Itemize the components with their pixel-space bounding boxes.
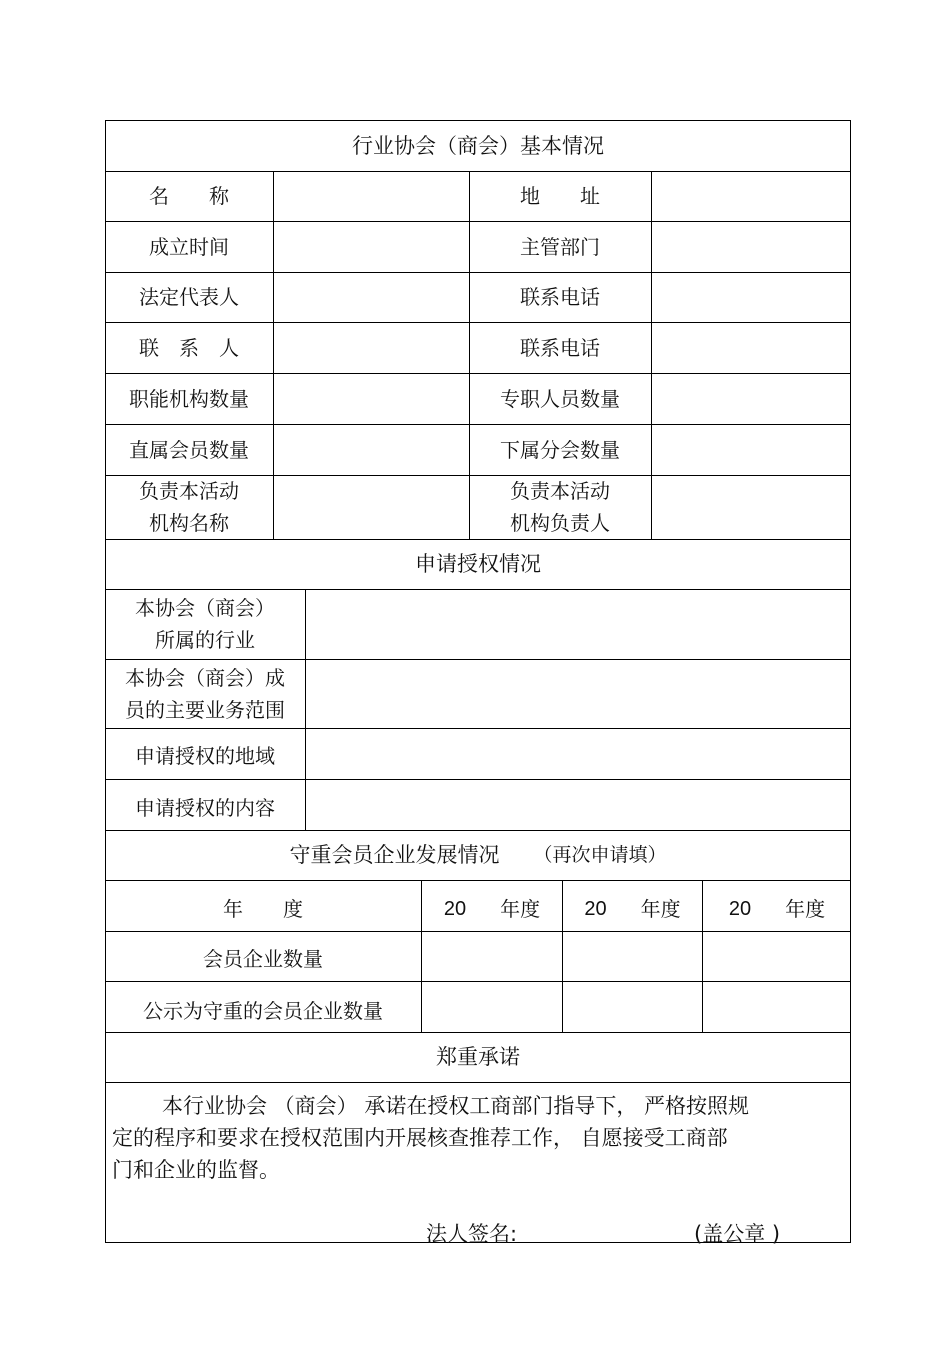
label-line: 所属的行业 <box>155 628 255 652</box>
label-phone-1: 联系电话 <box>520 285 600 309</box>
label-business-scope <box>105 659 305 728</box>
label-name: 名 称 <box>149 184 229 208</box>
input-address[interactable] <box>652 172 851 221</box>
label-activity-head <box>469 475 651 539</box>
input-branch-count[interactable] <box>652 425 851 475</box>
row-divider <box>105 1082 851 1083</box>
input-public-year-1[interactable] <box>422 982 562 1032</box>
label-line: 机构负责人 <box>510 511 610 535</box>
label-legal-rep: 法定代表人 <box>139 285 239 309</box>
year-column-1 <box>422 880 562 931</box>
label-phone-2: 联系电话 <box>520 335 600 360</box>
label-line: 员的主要业务范围 <box>125 697 285 722</box>
label-dept-count: 职能机构数量 <box>129 386 249 411</box>
input-content[interactable] <box>306 780 851 830</box>
input-phone-1[interactable] <box>652 273 851 322</box>
label-line: 负责本活动 <box>139 479 239 503</box>
input-supervisor[interactable] <box>652 222 851 272</box>
pledge-text <box>112 1090 842 1186</box>
year-suffix: 年度 <box>640 896 681 921</box>
pledge-line: 门和企业的监督。 <box>112 1158 280 1182</box>
label-year: 年 度 <box>223 896 303 921</box>
label-staff-count: 专职人员数量 <box>500 386 620 411</box>
label-public-enterprises: 公示为守重的会员企业数量 <box>143 998 383 1023</box>
input-activity-org[interactable] <box>274 476 469 539</box>
year-prefix: 20 <box>443 897 467 920</box>
label-region: 申请授权的地域 <box>135 743 275 768</box>
input-members-year-3[interactable] <box>703 932 851 981</box>
input-member-count[interactable] <box>274 425 469 475</box>
label-founded: 成立时间 <box>149 234 229 259</box>
year-prefix: 20 <box>584 897 607 920</box>
input-activity-head[interactable] <box>652 476 851 539</box>
label-member-enterprises: 会员企业数量 <box>203 947 323 971</box>
reapply-note: （再次申请填） <box>533 844 667 866</box>
year-suffix: 年度 <box>785 896 826 921</box>
section-title-text: 守重会员企业发展情况 <box>289 843 500 867</box>
input-name[interactable] <box>274 172 469 221</box>
input-contact[interactable] <box>274 323 469 373</box>
section-title-development <box>105 830 851 880</box>
signature-label: 法人签名: <box>426 1222 518 1246</box>
label-line: 负责本活动 <box>510 479 610 503</box>
label-line: 本协会（商会） <box>135 596 275 620</box>
year-column-3 <box>703 880 851 931</box>
label-address: 地 址 <box>520 184 600 208</box>
year-column-2 <box>563 880 702 931</box>
year-prefix: 20 <box>728 897 752 920</box>
input-members-year-1[interactable] <box>422 932 562 981</box>
input-public-year-3[interactable] <box>703 982 851 1032</box>
input-phone-2[interactable] <box>652 323 851 373</box>
input-staff-count[interactable] <box>652 374 851 424</box>
pledge-line: 定的程序和要求在授权范围内开展核查推荐工作， 自愿接受工商部 <box>112 1126 728 1150</box>
input-industry[interactable] <box>306 590 851 659</box>
input-legal-rep[interactable] <box>274 273 469 322</box>
input-dept-count[interactable] <box>274 374 469 424</box>
pledge-line: 本行业协会 （商会） 承诺在授权工商部门指导下， 严格按照规 <box>162 1094 750 1118</box>
section-title-pledge: 郑重承诺 <box>436 1045 520 1069</box>
label-industry <box>105 589 305 659</box>
section-title-authorization: 申请授权情况 <box>415 552 541 576</box>
label-line: 本协会（商会）成 <box>125 665 285 690</box>
label-supervisor: 主管部门 <box>520 234 600 259</box>
label-content: 申请授权的内容 <box>135 795 275 820</box>
label-member-count: 直属会员数量 <box>129 437 249 462</box>
input-founded[interactable] <box>274 222 469 272</box>
section-title-basic-info: 行业协会（商会）基本情况 <box>352 134 604 158</box>
seal-label: (盖公章 ) <box>694 1222 781 1246</box>
input-members-year-2[interactable] <box>563 932 702 981</box>
year-suffix: 年度 <box>500 896 541 921</box>
input-public-year-2[interactable] <box>563 982 702 1032</box>
label-contact: 联 系 人 <box>139 335 239 360</box>
input-business-scope[interactable] <box>306 660 851 728</box>
label-activity-org <box>105 475 273 539</box>
label-line: 机构名称 <box>149 511 229 535</box>
label-branch-count: 下属分会数量 <box>500 437 620 462</box>
input-region[interactable] <box>306 729 851 779</box>
